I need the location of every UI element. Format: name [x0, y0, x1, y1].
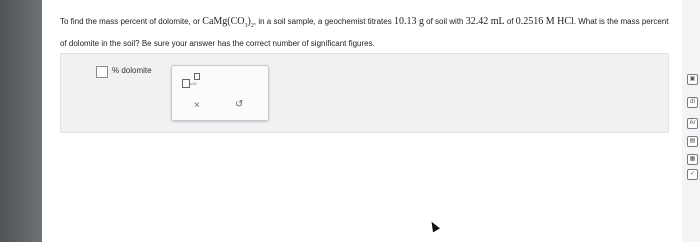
- question-text: [60, 13, 670, 52]
- scientific-notation-icon[interactable]: [182, 72, 202, 88]
- formula-sub2: 2: [250, 23, 254, 29]
- hcl-volume: 32.42 mL: [465, 16, 505, 27]
- question-part3: of soil with: [423, 17, 466, 26]
- formula-base: CaMg(CO: [202, 16, 245, 27]
- sci-exponent-box: [194, 73, 200, 80]
- soil-mass: 10.13 g: [393, 16, 424, 27]
- table-icon[interactable]: ▦: [687, 154, 698, 165]
- periodic-table-icon[interactable]: dl: [687, 97, 698, 108]
- formula-dolomite: [202, 16, 254, 27]
- text-icon[interactable]: ▤: [687, 136, 698, 147]
- clear-button[interactable]: ×: [194, 100, 200, 111]
- sci-base-box: [182, 79, 190, 88]
- calculator-icon[interactable]: ▣: [687, 74, 698, 85]
- undo-button[interactable]: ↺: [235, 99, 244, 110]
- reference-icon[interactable]: Ar: [687, 118, 698, 129]
- sci-times: x10: [190, 81, 197, 86]
- formula-close: ): [247, 16, 251, 27]
- question-part5: . What is the mass percent of dolomite in the soil? Be sure your answer has the correct number of significant figures.: [60, 17, 669, 48]
- feedback-icon[interactable]: ✓: [687, 169, 698, 180]
- hcl-concentration: 0.2516 M HCl: [515, 16, 574, 27]
- question-part4: of: [504, 17, 516, 26]
- math-toolbox: [171, 65, 269, 121]
- left-sidebar-strip: [0, 0, 42, 242]
- question-part2: , in a soil sample, a geochemist titrates: [253, 17, 394, 26]
- answer-unit-label: % dolomite: [112, 66, 152, 75]
- formula-sub1: 3: [244, 23, 248, 29]
- answer-input[interactable]: [96, 66, 108, 78]
- answer-panel: [60, 53, 669, 133]
- question-part1: To find the mass percent of dolomite, or: [60, 17, 203, 26]
